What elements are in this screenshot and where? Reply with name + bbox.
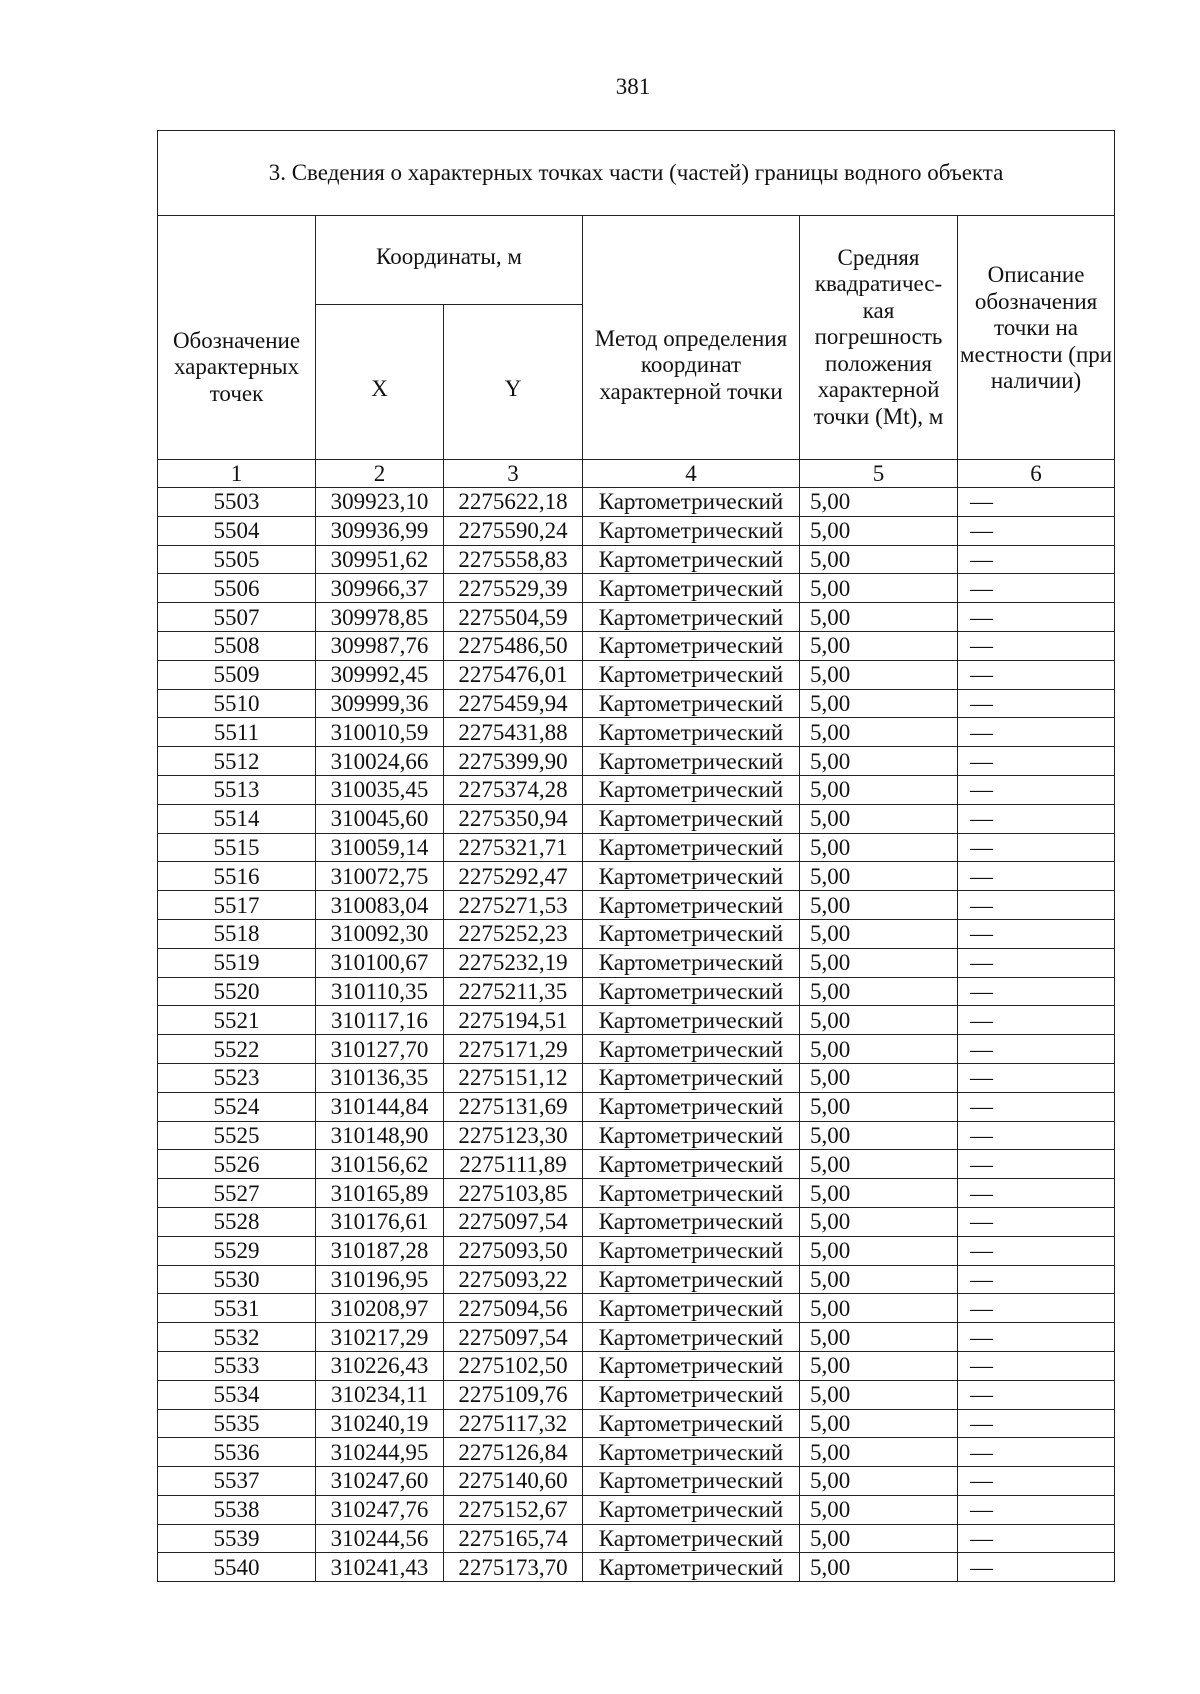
method-cell: Картометрический [583,718,800,747]
table-row [158,804,1115,833]
table-row [158,1467,1115,1496]
method-cell: Картометрический [583,862,800,891]
description-cell: — [958,948,1115,977]
point-id-cell: 5508 [158,631,316,660]
method-cell: Картометрический [583,488,800,517]
method-cell: Картометрический [583,919,800,948]
y-coordinate-cell: 2275211,35 [444,977,583,1006]
y-coordinate-cell: 2275109,76 [444,1380,583,1409]
y-coordinate-cell: 2275165,74 [444,1524,583,1553]
table-row [158,516,1115,545]
y-coordinate-cell: 2275102,50 [444,1351,583,1380]
description-cell: — [958,603,1115,632]
point-id-cell: 5532 [158,1323,316,1352]
table-row [158,1236,1115,1265]
characteristic-points-table [157,130,1115,1582]
point-id-cell: 5530 [158,1265,316,1294]
error-cell: 5,00 [800,1121,958,1150]
method-cell: Картометрический [583,1553,800,1582]
description-cell: — [958,1179,1115,1208]
x-coordinate-cell: 309978,85 [316,603,444,632]
error-cell: 5,00 [800,1495,958,1524]
x-coordinate-cell: 310148,90 [316,1121,444,1150]
method-cell: Картометрический [583,545,800,574]
table-body [158,488,1115,1582]
error-cell: 5,00 [800,488,958,517]
description-cell: — [958,919,1115,948]
header-coordinates: Координаты, м [316,216,583,305]
method-cell: Картометрический [583,1179,800,1208]
table-row [158,1063,1115,1092]
page-number: 381 [615,74,651,99]
y-coordinate-cell: 2275171,29 [444,1035,583,1064]
y-coordinate-cell: 2275097,54 [444,1207,583,1236]
description-cell: — [958,1063,1115,1092]
description-cell: — [958,1467,1115,1496]
method-cell: Картометрический [583,516,800,545]
error-cell: 5,00 [800,891,958,920]
point-id-cell: 5539 [158,1524,316,1553]
table-row [158,948,1115,977]
x-coordinate-cell: 310059,14 [316,833,444,862]
column-number: 3 [444,460,583,488]
x-coordinate-cell: 309987,76 [316,631,444,660]
method-cell: Картометрический [583,1063,800,1092]
description-cell: — [958,862,1115,891]
point-id-cell: 5529 [158,1236,316,1265]
point-id-cell: 5503 [158,488,316,517]
column-number: 2 [316,460,444,488]
x-coordinate-cell: 310117,16 [316,1006,444,1035]
description-cell: — [958,689,1115,718]
y-coordinate-cell: 2275151,12 [444,1063,583,1092]
point-id-cell: 5515 [158,833,316,862]
error-cell: 5,00 [800,1150,958,1179]
description-cell: — [958,1207,1115,1236]
method-cell: Картометрический [583,1380,800,1409]
error-cell: 5,00 [800,862,958,891]
error-cell: 5,00 [800,718,958,747]
point-id-cell: 5531 [158,1294,316,1323]
error-cell: 5,00 [800,1265,958,1294]
y-coordinate-cell: 2275173,70 [444,1553,583,1582]
y-coordinate-cell: 2275504,59 [444,603,583,632]
description-cell: — [958,718,1115,747]
column-number: 4 [583,460,800,488]
error-cell: 5,00 [800,1553,958,1582]
description-cell: — [958,1553,1115,1582]
column-numbers-row [158,460,1115,488]
x-coordinate-cell: 310176,61 [316,1207,444,1236]
description-cell: — [958,1323,1115,1352]
error-cell: 5,00 [800,689,958,718]
y-coordinate-cell: 2275350,94 [444,804,583,833]
y-coordinate-cell: 2275123,30 [444,1121,583,1150]
point-id-cell: 5538 [158,1495,316,1524]
table-row [158,1438,1115,1467]
point-id-cell: 5510 [158,689,316,718]
error-cell: 5,00 [800,1035,958,1064]
table-row [158,891,1115,920]
description-cell: — [958,1035,1115,1064]
method-cell: Картометрический [583,689,800,718]
table-row [158,545,1115,574]
method-cell: Картометрический [583,1092,800,1121]
point-id-cell: 5518 [158,919,316,948]
error-cell: 5,00 [800,1063,958,1092]
error-cell: 5,00 [800,948,958,977]
y-coordinate-cell: 2275103,85 [444,1179,583,1208]
description-cell: — [958,891,1115,920]
error-cell: 5,00 [800,574,958,603]
error-cell: 5,00 [800,1524,958,1553]
point-id-cell: 5534 [158,1380,316,1409]
description-cell: — [958,1438,1115,1467]
table-row [158,1207,1115,1236]
y-coordinate-cell: 2275321,71 [444,833,583,862]
y-coordinate-cell: 2275374,28 [444,775,583,804]
y-coordinate-cell: 2275486,50 [444,631,583,660]
x-coordinate-cell: 310136,35 [316,1063,444,1092]
y-coordinate-cell: 2275093,50 [444,1236,583,1265]
method-cell: Картометрический [583,1236,800,1265]
x-coordinate-cell: 310217,29 [316,1323,444,1352]
error-cell: 5,00 [800,1409,958,1438]
table-row [158,1121,1115,1150]
table-row [158,1150,1115,1179]
error-cell: 5,00 [800,1294,958,1323]
method-cell: Картометрический [583,1438,800,1467]
error-cell: 5,00 [800,1006,958,1035]
x-coordinate-cell: 310144,84 [316,1092,444,1121]
point-id-cell: 5519 [158,948,316,977]
y-coordinate-cell: 2275399,90 [444,747,583,776]
x-coordinate-cell: 310187,28 [316,1236,444,1265]
y-coordinate-cell: 2275271,53 [444,891,583,920]
y-coordinate-cell: 2275252,23 [444,919,583,948]
header-description: Описание обозначения точки на местности (при наличии) [958,216,1115,460]
y-coordinate-cell: 2275476,01 [444,660,583,689]
point-id-cell: 5509 [158,660,316,689]
error-cell: 5,00 [800,1179,958,1208]
y-coordinate-cell: 2275093,22 [444,1265,583,1294]
header-error: Средняя квадратичес-кая погрешность положения характерной точки (Mt), м [800,216,958,460]
y-coordinate-cell: 2275152,67 [444,1495,583,1524]
description-cell: — [958,516,1115,545]
x-coordinate-cell: 310045,60 [316,804,444,833]
x-coordinate-cell: 309936,99 [316,516,444,545]
point-id-cell: 5537 [158,1467,316,1496]
y-coordinate-cell: 2275097,54 [444,1323,583,1352]
error-cell: 5,00 [800,833,958,862]
description-cell: — [958,1524,1115,1553]
table-row [158,919,1115,948]
table-row [158,977,1115,1006]
table-row [158,1092,1115,1121]
y-coordinate-cell: 2275126,84 [444,1438,583,1467]
table-row [158,660,1115,689]
table-row [158,1380,1115,1409]
point-id-cell: 5526 [158,1150,316,1179]
description-cell: — [958,977,1115,1006]
error-cell: 5,00 [800,1207,958,1236]
column-number: 5 [800,460,958,488]
point-id-cell: 5536 [158,1438,316,1467]
y-coordinate-cell: 2275590,24 [444,516,583,545]
point-id-cell: 5520 [158,977,316,1006]
y-coordinate-cell: 2275558,83 [444,545,583,574]
method-cell: Картометрический [583,747,800,776]
error-cell: 5,00 [800,545,958,574]
x-coordinate-cell: 310072,75 [316,862,444,891]
point-id-cell: 5511 [158,718,316,747]
point-id-cell: 5527 [158,1179,316,1208]
description-cell: — [958,488,1115,517]
error-cell: 5,00 [800,660,958,689]
table-row [158,862,1115,891]
error-cell: 5,00 [800,977,958,1006]
description-cell: — [958,1351,1115,1380]
description-cell: — [958,1236,1115,1265]
x-coordinate-cell: 310244,95 [316,1438,444,1467]
x-coordinate-cell: 310226,43 [316,1351,444,1380]
point-id-cell: 5535 [158,1409,316,1438]
y-coordinate-cell: 2275131,69 [444,1092,583,1121]
table-row [158,1179,1115,1208]
description-cell: — [958,631,1115,660]
x-coordinate-cell: 309999,36 [316,689,444,718]
description-cell: — [958,747,1115,776]
method-cell: Картометрический [583,833,800,862]
point-id-cell: 5506 [158,574,316,603]
point-id-cell: 5524 [158,1092,316,1121]
description-cell: — [958,545,1115,574]
point-id-cell: 5504 [158,516,316,545]
method-cell: Картометрический [583,1150,800,1179]
table-row [158,689,1115,718]
method-cell: Картометрический [583,660,800,689]
table-row [158,1265,1115,1294]
error-cell: 5,00 [800,516,958,545]
table-row [158,1006,1115,1035]
table-row [158,1351,1115,1380]
table-row [158,574,1115,603]
method-cell: Картометрический [583,1524,800,1553]
x-coordinate-cell: 310100,67 [316,948,444,977]
method-cell: Картометрический [583,1265,800,1294]
description-cell: — [958,1409,1115,1438]
method-cell: Картометрический [583,1121,800,1150]
header-point-id: Обозначение характерных точек [158,216,316,460]
x-coordinate-cell: 309992,45 [316,660,444,689]
method-cell: Картометрический [583,1351,800,1380]
x-coordinate-cell: 310165,89 [316,1179,444,1208]
x-coordinate-cell: 310240,19 [316,1409,444,1438]
x-coordinate-cell: 310010,59 [316,718,444,747]
x-coordinate-cell: 310196,95 [316,1265,444,1294]
description-cell: — [958,1150,1115,1179]
error-cell: 5,00 [800,1467,958,1496]
description-cell: — [958,1265,1115,1294]
table-row [158,1294,1115,1323]
method-cell: Картометрический [583,1207,800,1236]
error-cell: 5,00 [800,1351,958,1380]
table-row [158,1035,1115,1064]
y-coordinate-cell: 2275431,88 [444,718,583,747]
error-cell: 5,00 [800,1092,958,1121]
point-id-cell: 5540 [158,1553,316,1582]
point-id-cell: 5517 [158,891,316,920]
method-cell: Картометрический [583,977,800,1006]
error-cell: 5,00 [800,1323,958,1352]
error-cell: 5,00 [800,631,958,660]
table-row [158,488,1115,517]
point-id-cell: 5523 [158,1063,316,1092]
description-cell: — [958,833,1115,862]
method-cell: Картометрический [583,1323,800,1352]
error-cell: 5,00 [800,1236,958,1265]
y-coordinate-cell: 2275232,19 [444,948,583,977]
x-coordinate-cell: 310241,43 [316,1553,444,1582]
error-cell: 5,00 [800,804,958,833]
description-cell: — [958,1006,1115,1035]
table-row [158,1409,1115,1438]
table-row [158,1524,1115,1553]
table-row [158,718,1115,747]
point-id-cell: 5522 [158,1035,316,1064]
method-cell: Картометрический [583,1294,800,1323]
point-id-cell: 5516 [158,862,316,891]
x-coordinate-cell: 310035,45 [316,775,444,804]
point-id-cell: 5525 [158,1121,316,1150]
error-cell: 5,00 [800,1380,958,1409]
method-cell: Картометрический [583,775,800,804]
x-coordinate-cell: 310247,60 [316,1467,444,1496]
point-id-cell: 5505 [158,545,316,574]
x-coordinate-cell: 309966,37 [316,574,444,603]
description-cell: — [958,1380,1115,1409]
description-cell: — [958,1092,1115,1121]
y-coordinate-cell: 2275094,56 [444,1294,583,1323]
y-coordinate-cell: 2275194,51 [444,1006,583,1035]
x-coordinate-cell: 310234,11 [316,1380,444,1409]
y-coordinate-cell: 2275117,32 [444,1409,583,1438]
point-id-cell: 5507 [158,603,316,632]
table-row [158,747,1115,776]
description-cell: — [958,660,1115,689]
description-cell: — [958,775,1115,804]
table-row [158,603,1115,632]
method-cell: Картометрический [583,1006,800,1035]
description-cell: — [958,574,1115,603]
y-coordinate-cell: 2275292,47 [444,862,583,891]
y-coordinate-cell: 2275140,60 [444,1467,583,1496]
table-row [158,1495,1115,1524]
method-cell: Картометрический [583,1495,800,1524]
header-y: Y [444,305,583,460]
point-id-cell: 5512 [158,747,316,776]
x-coordinate-cell: 310208,97 [316,1294,444,1323]
description-cell: — [958,1495,1115,1524]
table-caption: 3. Сведения о характерных точках части (частей) границы водного объекта [158,131,1115,216]
y-coordinate-cell: 2275459,94 [444,689,583,718]
y-coordinate-cell: 2275529,39 [444,574,583,603]
method-cell: Картометрический [583,1467,800,1496]
x-coordinate-cell: 310247,76 [316,1495,444,1524]
y-coordinate-cell: 2275622,18 [444,488,583,517]
point-id-cell: 5528 [158,1207,316,1236]
method-cell: Картометрический [583,948,800,977]
point-id-cell: 5513 [158,775,316,804]
header-method: Метод определения координат характерной точки [583,216,800,460]
table-row [158,1553,1115,1582]
table-row [158,631,1115,660]
x-coordinate-cell: 310244,56 [316,1524,444,1553]
error-cell: 5,00 [800,919,958,948]
x-coordinate-cell: 309923,10 [316,488,444,517]
point-id-cell: 5521 [158,1006,316,1035]
description-cell: — [958,804,1115,833]
table-row [158,775,1115,804]
x-coordinate-cell: 310156,62 [316,1150,444,1179]
error-cell: 5,00 [800,1438,958,1467]
error-cell: 5,00 [800,775,958,804]
table-row [158,833,1115,862]
method-cell: Картометрический [583,574,800,603]
method-cell: Картометрический [583,804,800,833]
point-id-cell: 5514 [158,804,316,833]
error-cell: 5,00 [800,747,958,776]
method-cell: Картометрический [583,891,800,920]
column-number: 6 [958,460,1115,488]
description-cell: — [958,1121,1115,1150]
x-coordinate-cell: 310127,70 [316,1035,444,1064]
header-x: X [316,305,444,460]
description-cell: — [958,1294,1115,1323]
x-coordinate-cell: 309951,62 [316,545,444,574]
x-coordinate-cell: 310110,35 [316,977,444,1006]
x-coordinate-cell: 310092,30 [316,919,444,948]
method-cell: Картометрический [583,631,800,660]
table-row [158,1323,1115,1352]
method-cell: Картометрический [583,1035,800,1064]
x-coordinate-cell: 310083,04 [316,891,444,920]
y-coordinate-cell: 2275111,89 [444,1150,583,1179]
column-number: 1 [158,460,316,488]
point-id-cell: 5533 [158,1351,316,1380]
method-cell: Картометрический [583,603,800,632]
method-cell: Картометрический [583,1409,800,1438]
error-cell: 5,00 [800,603,958,632]
x-coordinate-cell: 310024,66 [316,747,444,776]
